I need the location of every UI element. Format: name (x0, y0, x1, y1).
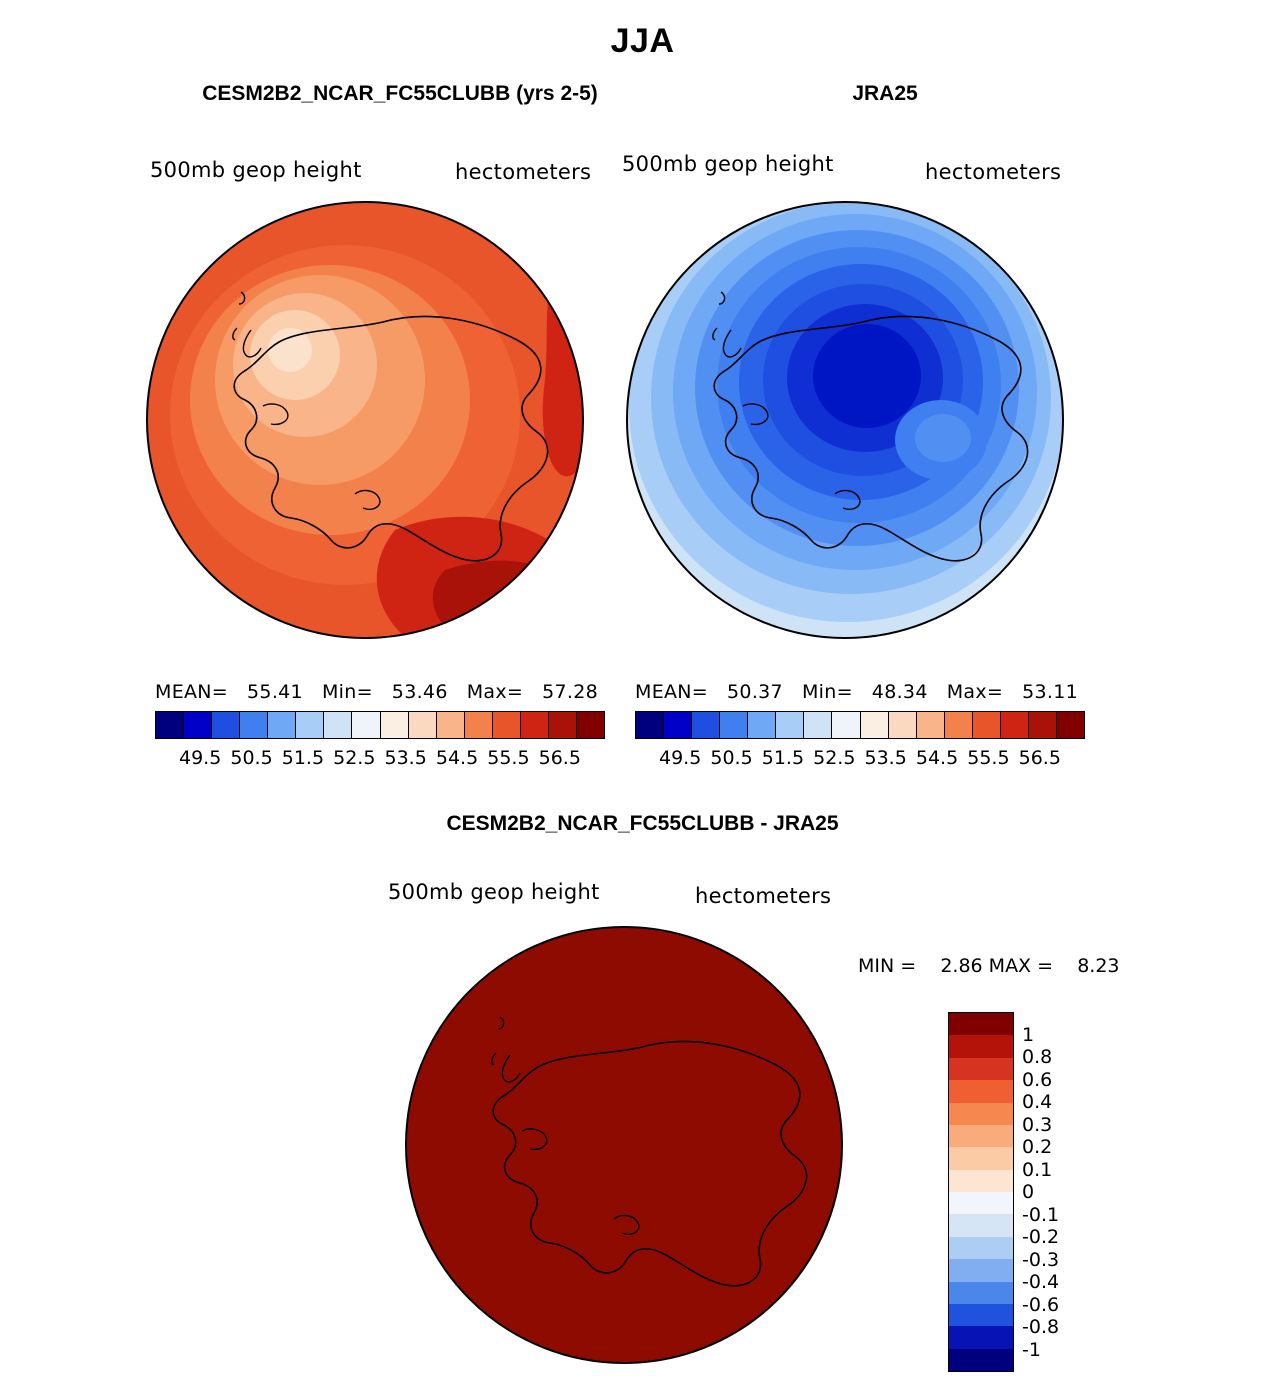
diff-tick: -0.3 (1022, 1248, 1060, 1271)
diff-map-globe (404, 925, 844, 1365)
model-colorbar-ticks (155, 747, 605, 769)
diff-units-label: hectometers (695, 884, 832, 908)
diff-tick: -0.2 (1022, 1226, 1060, 1248)
model-variable-label: 500mb geop height (150, 158, 362, 182)
obs-tick: 52.5 (813, 747, 856, 769)
diff-tick: -0.1 (1022, 1203, 1060, 1226)
model-colorbar (155, 711, 605, 769)
diff-tick: 0.4 (1022, 1091, 1053, 1113)
model-tick: 53.5 (384, 747, 427, 769)
diff-tick: -0.4 (1022, 1271, 1060, 1293)
diff-colorbar (948, 1012, 1014, 1372)
obs-tick: 56.5 (1018, 747, 1061, 769)
diff-tick: 0 (1022, 1181, 1035, 1203)
diff-tick: -0.8 (1022, 1316, 1060, 1338)
page-title: JJA (610, 22, 675, 60)
model-map-globe (145, 200, 585, 640)
model-tick: 56.5 (538, 747, 581, 769)
model-tick: 55.5 (487, 747, 530, 769)
diff-tick: 0.1 (1022, 1158, 1053, 1181)
obs-colorbar-swatches (635, 711, 1085, 739)
diff-tick: 0.3 (1022, 1113, 1053, 1136)
model-stats: MEAN= 55.41 Min= 53.46 Max= 57.28 (155, 681, 599, 703)
model-units-label: hectometers (455, 160, 592, 184)
obs-tick: 53.5 (864, 747, 907, 769)
diff-tick: 0.2 (1022, 1136, 1053, 1158)
model-colorbar-swatches (155, 711, 605, 739)
obs-map-svg (625, 200, 1065, 640)
diff-tick: 0.8 (1022, 1046, 1053, 1068)
obs-tick: 49.5 (659, 747, 702, 769)
diff-panel-title: CESM2B2_NCAR_FC55CLUBB - JRA25 (446, 812, 839, 835)
obs-tick: 50.5 (710, 747, 753, 769)
obs-tick: 55.5 (967, 747, 1010, 769)
diff-tick: 0.6 (1022, 1068, 1053, 1091)
model-tick: 49.5 (179, 747, 222, 769)
obs-tick: 54.5 (915, 747, 959, 769)
diff-map-svg (404, 925, 844, 1365)
model-tick: 51.5 (281, 747, 325, 769)
obs-panel-title: JRA25 (852, 82, 918, 105)
model-panel-title: CESM2B2_NCAR_FC55CLUBB (yrs 2-5) (202, 82, 598, 105)
diff-minmax: MIN = 2.86 MAX = 8.23 (858, 955, 1120, 977)
obs-variable-label: 500mb geop height (622, 152, 834, 176)
diff-variable-label: 500mb geop height (388, 880, 600, 904)
obs-map-globe (625, 200, 1065, 640)
diff-colorbar-ticks (1022, 1012, 1102, 1372)
obs-tick: 51.5 (761, 747, 805, 769)
diff-tick: -1 (1022, 1338, 1041, 1361)
obs-colorbar (635, 711, 1085, 769)
diff-tick: -0.6 (1022, 1293, 1060, 1316)
obs-units-label: hectometers (925, 160, 1062, 184)
model-tick: 50.5 (230, 747, 273, 769)
model-tick: 52.5 (333, 747, 376, 769)
model-tick: 54.5 (435, 747, 479, 769)
diff-tick: 1 (1022, 1023, 1035, 1046)
obs-colorbar-ticks (635, 747, 1085, 769)
obs-stats: MEAN= 50.37 Min= 48.34 Max= 53.11 (635, 681, 1079, 703)
model-map-svg (145, 200, 585, 640)
